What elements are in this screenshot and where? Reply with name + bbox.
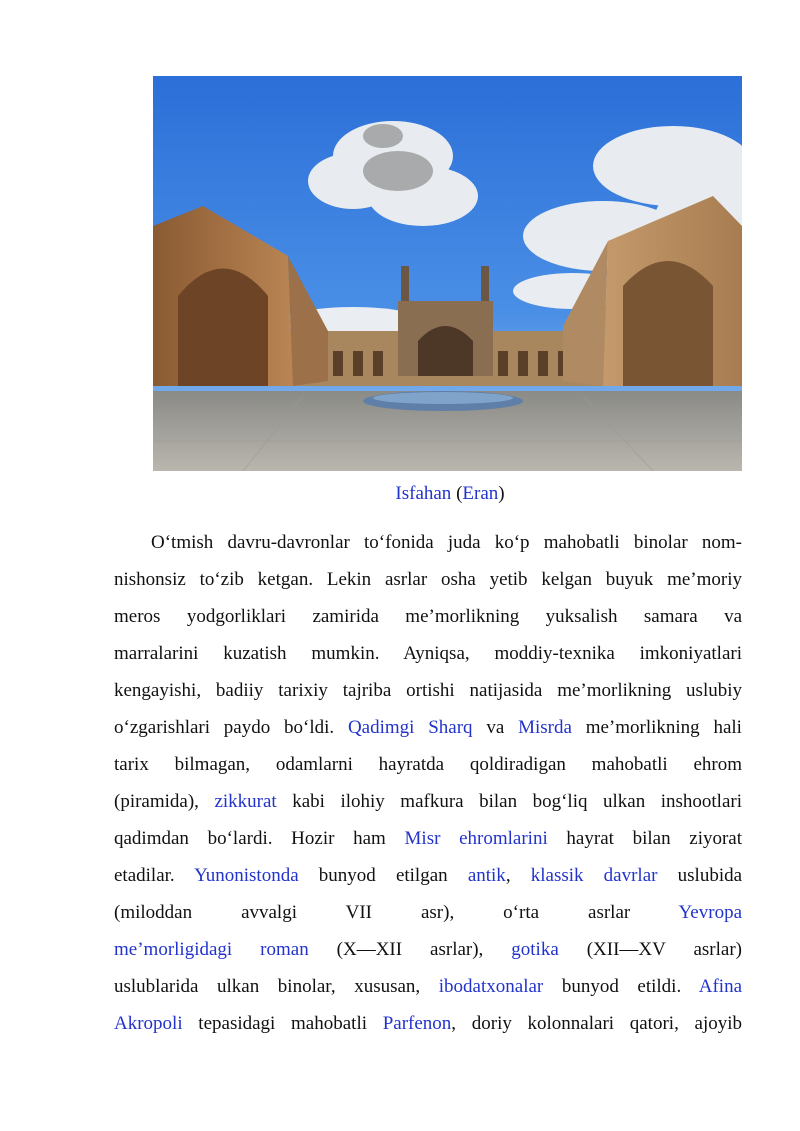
- paragraph-text: o‘zgarishlari paydo bo‘ldi.: [114, 717, 348, 738]
- paragraph-text: me’morlikning hali: [571, 717, 742, 738]
- paragraph-line: [114, 968, 742, 1005]
- body-paragraph: [114, 524, 742, 1042]
- paragraph-line: [114, 931, 742, 968]
- paragraph-text: tarix bilmagan, odamlarni hayratda qoldiradigan mahobatli ehrom: [114, 754, 742, 775]
- paragraph-text: kabi ilohiy mafkura bilan bog‘liq ulkan inshootlari: [276, 791, 742, 812]
- paragraph-text: (piramida),: [114, 791, 215, 812]
- paragraph-text: va: [472, 717, 519, 738]
- paragraph-link[interactable]: zikkurat: [214, 791, 277, 812]
- paragraph-text: (XII—XV asrlar): [558, 939, 742, 960]
- isfahan-mosque-photo: [153, 76, 742, 471]
- paragraph-link[interactable]: klassik davrlar: [530, 865, 658, 886]
- paragraph-line: [114, 746, 742, 783]
- paragraph-line: [114, 1005, 742, 1042]
- paragraph-text: kengayishi, badiiy tarixiy tajriba ortishi natijasida me’morlikning uslubiy: [114, 680, 742, 701]
- paragraph: [114, 524, 742, 1042]
- paragraph-link[interactable]: ibodatxonalar: [438, 976, 544, 997]
- paragraph-text: O‘tmish davru-davronlar to‘fonida juda ko‘p mahobatli binolar nom-: [151, 532, 742, 553]
- caption-place-link[interactable]: Isfahan: [395, 483, 452, 504]
- paragraph-link[interactable]: Parfenon: [382, 1013, 452, 1034]
- paragraph-link[interactable]: antik: [467, 865, 506, 886]
- paragraph-line: [114, 783, 742, 820]
- mosque-courtyard-image: [153, 76, 742, 471]
- caption-close-paren: ): [498, 483, 505, 504]
- paragraph-text: nishonsiz to‘zib ketgan. Lekin asrlar osha yetib kelgan buyuk me’moriy: [114, 569, 742, 590]
- paragraph-text: (X—XII asrlar),: [308, 939, 512, 960]
- paragraph-text: qadimdan bo‘lardi. Hozir ham: [114, 828, 405, 849]
- paragraph-line: [114, 635, 742, 672]
- paragraph-line: [114, 894, 742, 931]
- caption-open-paren: (: [451, 483, 463, 504]
- paragraph-link[interactable]: gotika: [511, 939, 559, 960]
- paragraph-link[interactable]: Qadimgi Sharq: [347, 717, 473, 738]
- figure-caption: [0, 482, 800, 506]
- paragraph-link[interactable]: Yevropa: [678, 902, 742, 923]
- paragraph-text: bunyod etildi.: [543, 976, 699, 997]
- paragraph-text: ,: [505, 865, 531, 886]
- paragraph-text: marralarini kuzatish mumkin. Ayniqsa, moddiy-texnika imkoniyatlari: [114, 643, 742, 664]
- paragraph-text: meros yodgorliklari zamirida me’morlikning yuksalish samara va: [114, 606, 742, 627]
- paragraph-text: , doriy kolonnalari qatori, ajoyib: [451, 1013, 743, 1034]
- paragraph-text: (miloddan avvalgi VII asr), o‘rta asrlar: [114, 902, 679, 923]
- paragraph-text: hayrat bilan ziyorat: [547, 828, 743, 849]
- paragraph-text: uslubida: [657, 865, 743, 886]
- paragraph-text: bunyod etilgan: [298, 865, 468, 886]
- paragraph-line: [114, 524, 742, 561]
- paragraph-link[interactable]: Akropoli: [114, 1013, 183, 1034]
- paragraph-line: [114, 672, 742, 709]
- paragraph-line: [114, 561, 742, 598]
- paragraph-text: uslublarida ulkan binolar, xususan,: [114, 976, 439, 997]
- paragraph-link[interactable]: Misrda: [518, 717, 572, 738]
- paragraph-link[interactable]: Yunonistonda: [194, 865, 299, 886]
- paragraph-text: tepasidagi mahobatli: [182, 1013, 383, 1034]
- paragraph-link[interactable]: Misr ehromlarini: [404, 828, 548, 849]
- paragraph-line: [114, 857, 742, 894]
- paragraph-link[interactable]: me’morligidagi roman: [114, 939, 309, 960]
- paragraph-link[interactable]: Afina: [698, 976, 743, 997]
- paragraph-line: [114, 598, 742, 635]
- paragraph-line: [114, 709, 742, 746]
- paragraph-line: [114, 820, 742, 857]
- paragraph-text: etadilar.: [114, 865, 195, 886]
- caption-country-link[interactable]: Eran: [462, 483, 499, 504]
